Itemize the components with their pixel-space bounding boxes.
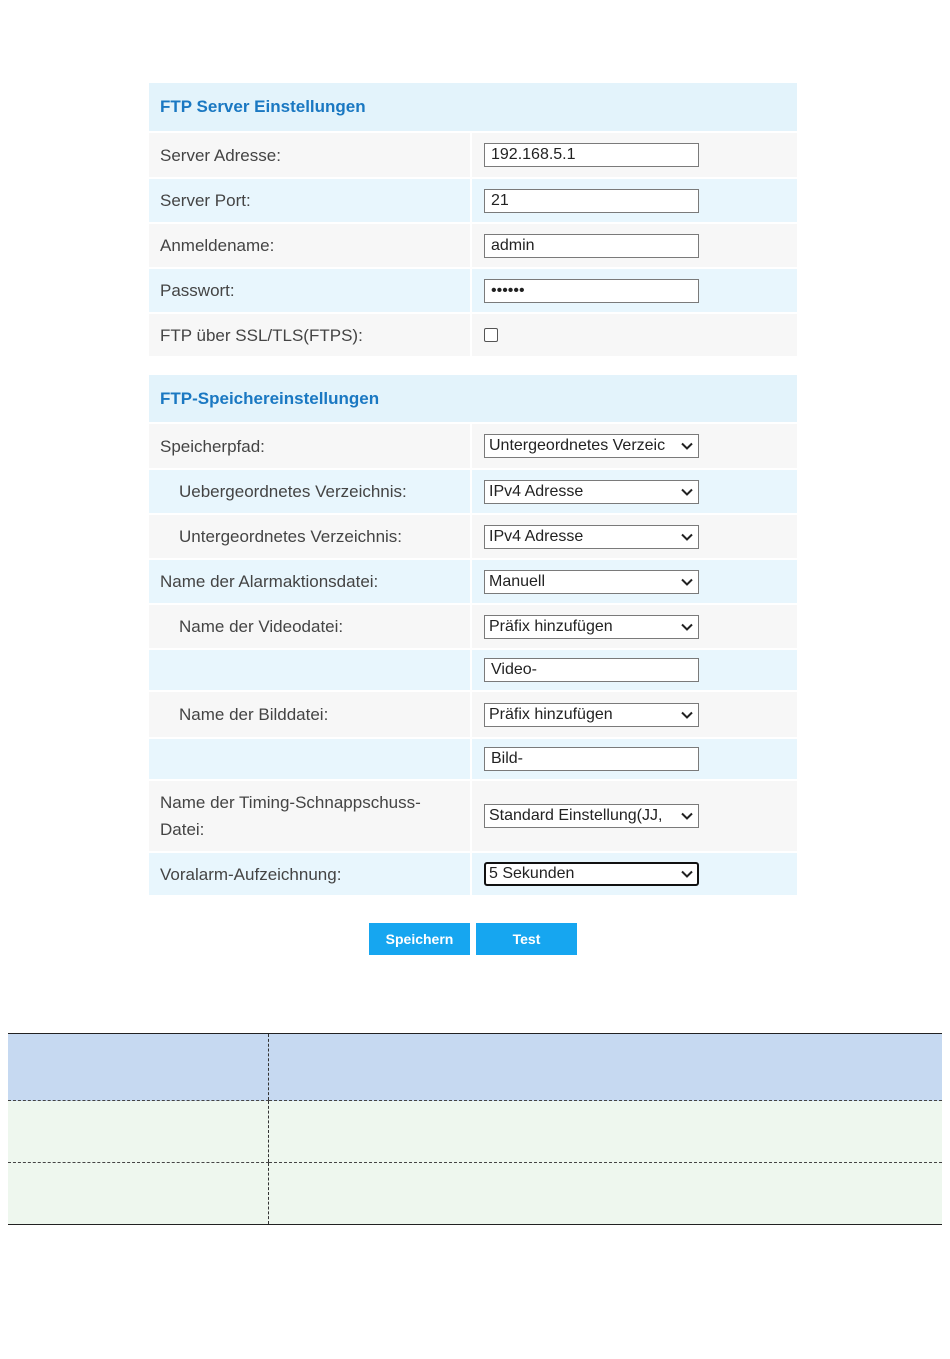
chevron-down-icon [680, 867, 694, 881]
chevron-down-icon [680, 575, 694, 589]
child-dir-label: Untergeordnetes Verzeichnis: [149, 515, 472, 558]
storage-path-label: Speicherpfad: [149, 424, 472, 468]
server-address-label: Server Adresse: [149, 133, 472, 177]
chevron-down-icon [680, 485, 694, 499]
prealarm-value: 5 Sekunden [489, 865, 575, 882]
password-input[interactable]: •••••• [484, 279, 699, 303]
table-cell [269, 1101, 943, 1163]
image-file-row [149, 690, 797, 737]
ftps-label: FTP über SSL/TLS(FTPS): [149, 314, 472, 356]
server-port-input[interactable]: 21 [484, 189, 699, 213]
image-prefix-row [149, 737, 797, 779]
storage-path-value: Untergeordnetes Verzeic [489, 437, 666, 454]
image-file-select[interactable] [484, 703, 699, 727]
alarm-file-label: Name der Alarmaktionsdatei: [149, 560, 472, 603]
alarm-file-value: Manuell [489, 572, 546, 590]
server-port-row [149, 177, 797, 222]
server-port-label: Server Port: [149, 179, 472, 222]
table-row [8, 1163, 942, 1225]
timing-snapshot-value: Standard Einstellung(JJ, [489, 807, 663, 824]
video-prefix-input[interactable]: Video- [484, 658, 699, 682]
video-prefix-row [149, 648, 797, 690]
chevron-down-icon [680, 708, 694, 722]
video-prefix-label [149, 650, 472, 690]
ftps-row [149, 312, 797, 356]
table-header-cell [269, 1034, 943, 1101]
prealarm-row [149, 851, 797, 895]
ftps-checkbox[interactable] [484, 328, 498, 342]
alarm-file-select[interactable] [484, 570, 699, 594]
timing-snapshot-label-line1: Name der Timing-Schnappschuss- [160, 793, 421, 812]
child-dir-row [149, 513, 797, 558]
table-header-row [8, 1034, 942, 1101]
login-row [149, 222, 797, 267]
table-row [8, 1101, 942, 1163]
parent-dir-row [149, 468, 797, 513]
image-file-value: Präfix hinzufügen [489, 705, 613, 723]
table-cell [8, 1101, 269, 1163]
login-label: Anmeldename: [149, 224, 472, 267]
login-input[interactable]: admin [484, 234, 699, 258]
ftp-server-panel [149, 83, 797, 356]
password-row [149, 267, 797, 312]
chevron-down-icon [680, 530, 694, 544]
parent-dir-label: Uebergeordnetes Verzeichnis: [149, 470, 472, 513]
child-dir-select[interactable] [484, 525, 699, 549]
chevron-down-icon [680, 439, 694, 453]
storage-path-select[interactable] [484, 434, 699, 458]
timing-snapshot-label-line2: Datei: [160, 820, 205, 839]
video-file-value: Präfix hinzufügen [489, 617, 613, 635]
ftp-storage-panel [149, 375, 797, 895]
test-button[interactable]: Test [476, 923, 577, 955]
server-address-input[interactable]: 192.168.5.1 [484, 143, 699, 167]
ftp-server-section-title: FTP Server Einstellungen [149, 83, 797, 131]
child-dir-value: IPv4 Adresse [489, 527, 584, 545]
table-cell [269, 1163, 943, 1225]
password-label: Passwort: [149, 269, 472, 312]
storage-path-row [149, 422, 797, 468]
server-address-row [149, 131, 797, 177]
table-header-cell [8, 1034, 269, 1101]
prealarm-select[interactable] [484, 862, 699, 886]
prealarm-label: Voralarm-Aufzeichnung: [149, 853, 472, 895]
video-file-row [149, 603, 797, 648]
video-file-select[interactable] [484, 615, 699, 639]
alarm-file-row [149, 558, 797, 603]
save-button[interactable]: Speichern [369, 923, 470, 955]
image-prefix-label [149, 739, 472, 779]
chevron-down-icon [680, 809, 694, 823]
video-file-label: Name der Videodatei: [149, 605, 472, 648]
image-file-label: Name der Bilddatei: [149, 692, 472, 737]
chevron-down-icon [680, 620, 694, 634]
parent-dir-select[interactable] [484, 480, 699, 504]
timing-snapshot-label [149, 781, 472, 851]
parent-dir-value: IPv4 Adresse [489, 482, 584, 500]
timing-snapshot-row [149, 779, 797, 851]
ftp-storage-section-title: FTP-Speichereinstellungen [149, 375, 797, 422]
description-table [8, 1033, 942, 1225]
table-cell [8, 1163, 269, 1225]
image-prefix-input[interactable]: Bild- [484, 747, 699, 771]
timing-snapshot-select[interactable] [484, 804, 699, 828]
